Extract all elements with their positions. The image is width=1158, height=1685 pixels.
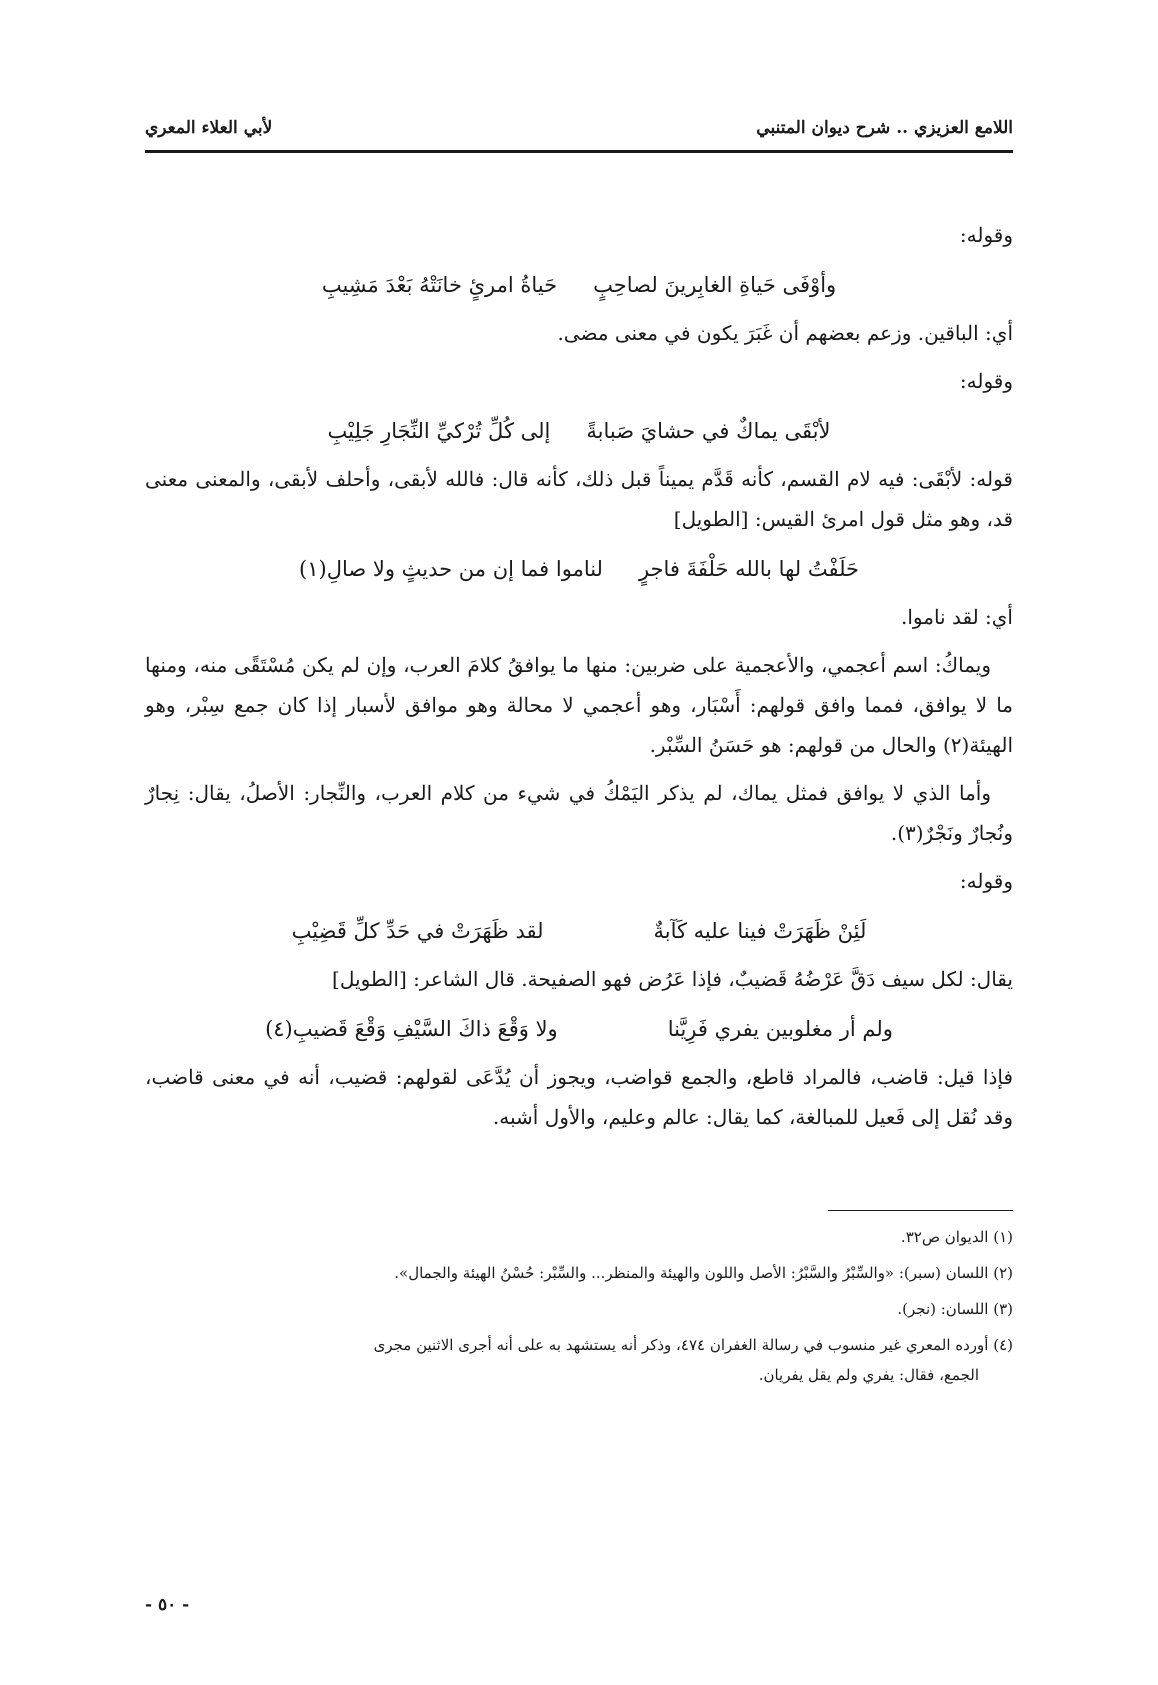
commentary-paragraph: قوله: لأبْقَى: فيه لام القسم، كأنه قَدَّم يميناً قبل ذلك، كأنه قال: فالله لأبقى، وأحلف لأبقى، والمعنى معنى قد، وهو مثل قول امرئ القيس: [الطويل] (145, 467, 1013, 531)
verse-first-hemistich: حَلَفْتُ لها بالله حَلْفَةَ فاجرٍ (638, 557, 859, 581)
header-author: لأبي العلاء المعري (145, 118, 273, 138)
verse-second-hemistich: ولا وَقْعَ ذاكَ السَّيْفِ وَقْعَ قَضيبِ(٤) (265, 1017, 558, 1041)
running-header (145, 118, 1013, 153)
verse-first-hemistich: ولم أر مغلوبين يفري فَرِيَّنا (667, 1017, 893, 1041)
verse-intro-label: وقوله: (959, 869, 1013, 893)
commentary-paragraph: وأما الذي لا يوافق فمثل يماك، لم يذكر اليَمْكُ في شيء من كلام العرب، والنِّجار: الأصلُ، يقال: نِجارٌ ونُجارٌ ونَجْرٌ(٣). (145, 781, 1013, 845)
footnote-4-continuation: الجمع، فقال: يفري ولم يقل يفريان. (758, 1366, 979, 1384)
footnote-separator (828, 1210, 1013, 1211)
commentary-paragraph: ويماكُ: اسم أعجمي، والأعجمية على ضربين: منها ما يوافقُ كلامَ العرب، وإن لم يكن مُسْتَقًى منه، ومنها ما لا يوافق، فمما وافق قولهم: أَسْبَار، وهو أعجمي لا محالة وهو موافق لأسبار إذا كان جمع سِبْر، وهو الهيئة(٢) والحال من قولهم: هو حَسَنُ السِّبْر. (145, 653, 1013, 757)
footnote-1: (١) الديوان ص٣٢. (900, 1228, 1013, 1246)
commentary-paragraph: فإذا قيل: قاضب، فالمراد قاطع، والجمع قواضب، ويجوز أن يُدَّعَى لقولهم: قضيب، أنه في معنى قاضب، وقد نُقل إلى فَعيل للمبالغة، كما يقال: عالم وعليم، والأول أشبه. (145, 1065, 1013, 1129)
quoted-verse-line (145, 1009, 1013, 1049)
page-number: - ٥٠ - (145, 1595, 190, 1615)
quoted-verse-line (145, 549, 1013, 589)
header-book-title: اللامع العزيزي .. شرح ديوان المتنبي (756, 118, 1013, 138)
commentary-paragraph: أي: الباقين. وزعم بعضهم أن غَبَرَ يكون في معنى مضى. (557, 321, 1013, 345)
verse-line (145, 411, 1013, 451)
verse-first-hemistich: لأبْقَى يماكٌ في حشايَ صَبابةً (586, 419, 831, 443)
commentary-paragraph: يقال: لكل سيف دَقَّ عَرْضُهُ قَضيبٌ، فإذا عَرُض فهو الصفيحة. قال الشاعر: [الطويل] (332, 967, 1013, 991)
verse-line (145, 911, 1013, 951)
verse-line (145, 265, 1013, 305)
footnote-2: (٢) اللسان (سبر): «والسِّبْرُ والسَّبْرُ: الأصل واللون والهيئة والمنظر... والسِّبْر: حُسْنُ الهيئة والجمال». (394, 1264, 1013, 1282)
footnotes (145, 1222, 1013, 1396)
verse-intro-label: وقوله: (959, 223, 1013, 247)
verse-second-hemistich: لناموا فما إن من حديثٍ ولا صالِ(١) (299, 557, 603, 581)
verse-second-hemistich: حَياةُ امرئٍ خانَتْهُ بَعْدَ مَشِيبِ (321, 273, 558, 297)
main-text (145, 215, 1013, 1145)
verse-second-hemistich: لقد ظَهَرَتْ في حَدِّ كلِّ قَضِيْبِ (291, 919, 544, 943)
verse-second-hemistich: إلى كُلِّ تُرْكيِّ النِّجَارِ جَلِيْبِ (327, 419, 551, 443)
footnote-4 (145, 1330, 1013, 1390)
commentary-paragraph: أي: لقد ناموا. (901, 605, 1013, 629)
verse-first-hemistich: لَئِنْ ظَهَرَتْ فينا عليه كَآبةٌ (653, 919, 867, 943)
footnote-3: (٣) اللسان: (نجر). (897, 1300, 1013, 1318)
verse-first-hemistich: وأوْفَى حَياةِ الغابِرينَ لصاحِبٍ (593, 273, 837, 297)
footnote-4-text: (٤) أورده المعري غير منسوب في رسالة الغفران ٤٧٤، وذكر أنه يستشهد به على أنه أجرى الاثنين مجرى (373, 1336, 1013, 1354)
verse-intro-label: وقوله: (959, 369, 1013, 393)
